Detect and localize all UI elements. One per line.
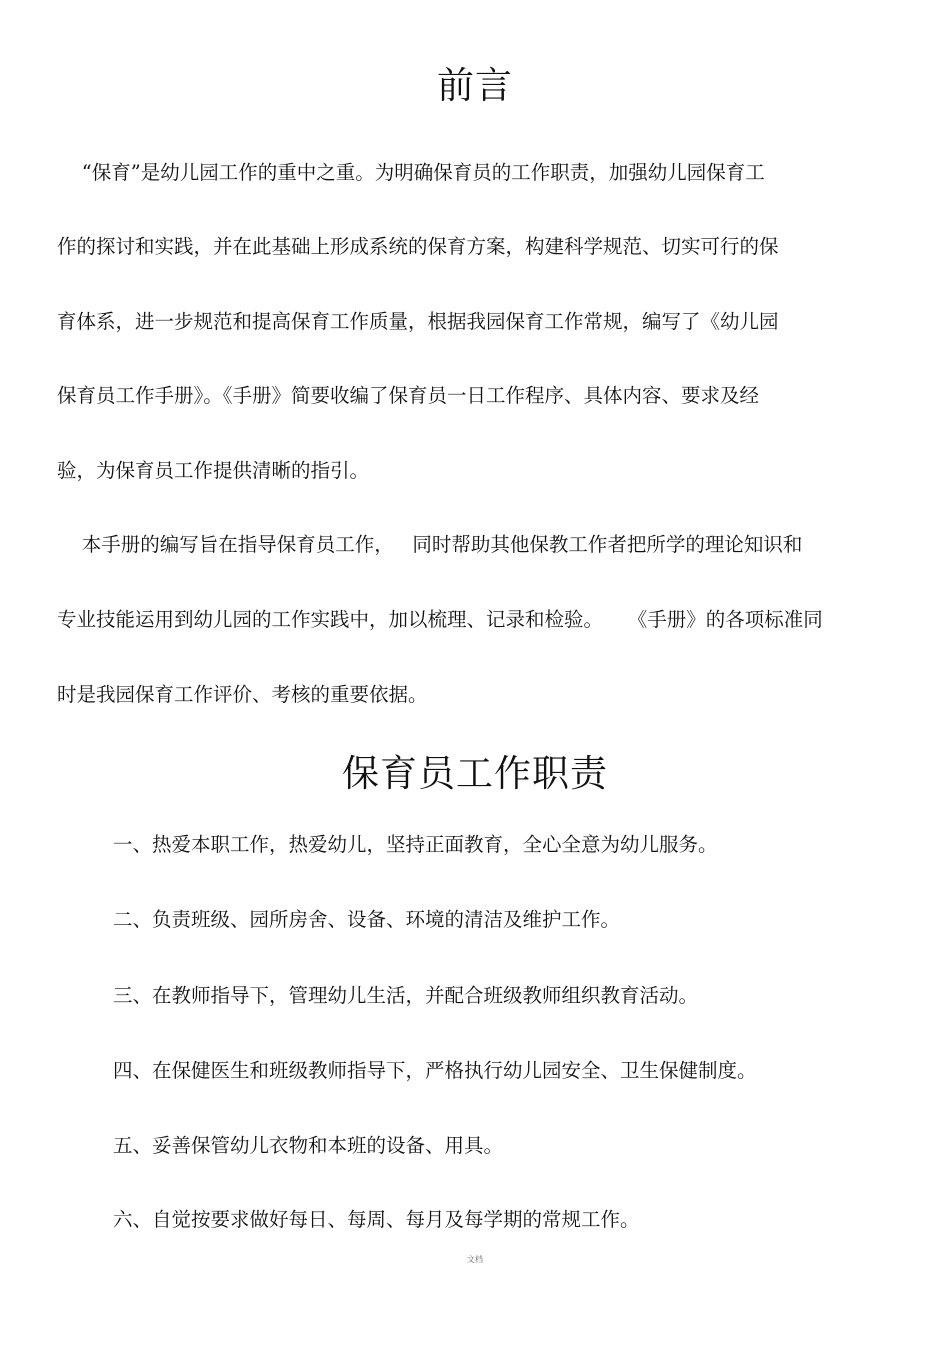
duty-item-4: 四、在保健医生和班级教师指导下，严格执行幼儿园安全、卫生保健制度。	[113, 1059, 757, 1082]
duty-item-2: 二、负责班级、园所房舍、设备、环境的清洁及维护工作。	[113, 908, 621, 931]
duty-item-5: 五、妥善保管幼儿衣物和本班的设备、用具。	[113, 1134, 504, 1157]
preface-p1-line-1: “保育”是幼儿园工作的重中之重。为明确保育员的工作职责，加强幼儿园保育工	[57, 161, 765, 184]
preface-p1-line-4: 保育员工作手册》。《手册》简要收编了保育员一日工作程序、具体内容、要求及经	[57, 384, 760, 407]
preface-p2-line-2: 专业技能运用到幼儿园的工作实践中，加以梳理、记录和检验。 《手册》的各项标准同	[57, 608, 823, 631]
preface-p1-line-2: 作的探讨和实践，并在此基础上形成系统的保育方案，构建科学规范、切实可行的保	[57, 235, 779, 258]
preface-title: 前言	[437, 64, 513, 107]
duty-item-3: 三、在教师指导下，管理幼儿生活，并配合班级教师组织教育活动。	[113, 984, 699, 1007]
preface-p2-line-3: 时是我园保育工作评价、考核的重要依据。	[57, 683, 428, 706]
duty-item-6: 六、自觉按要求做好每日、每周、每月及每学期的常规工作。	[113, 1208, 640, 1231]
duties-title: 保育员工作职责	[342, 752, 608, 795]
preface-p1-line-3: 育体系，进一步规范和提高保育工作质量，根据我园保育工作常规，编写了《幼儿园	[57, 310, 779, 333]
preface-p2-line-1: 本手册的编写旨在指导保育员工作， 同时帮助其他保教工作者把所学的理论知识和	[57, 533, 803, 556]
footer-label: 文档	[467, 1255, 483, 1264]
preface-p1-line-5: 验，为保育员工作提供清晰的指引。	[57, 459, 370, 482]
duty-item-1: 一、热爱本职工作，热爱幼儿，坚持正面教育，全心全意为幼儿服务。	[113, 833, 718, 856]
